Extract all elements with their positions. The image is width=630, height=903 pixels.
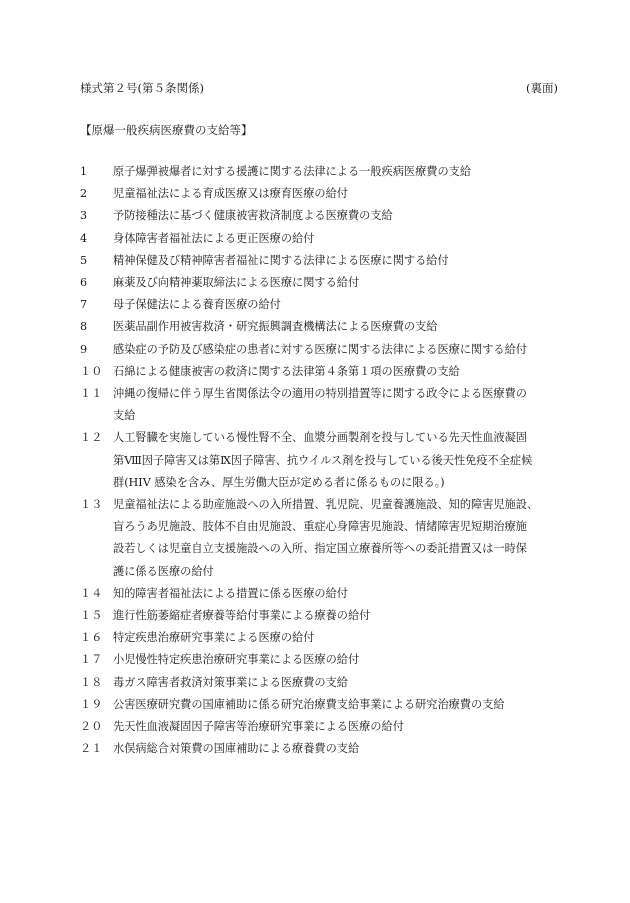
item-number: １６ (80, 631, 103, 645)
item-number: １５ (80, 609, 103, 623)
item-text: 水俣病総合対策費の国庫補助による療養費の支給 (113, 742, 360, 756)
item-text: 身体障害者福祉法による更正医療の給付 (113, 231, 315, 245)
list-item (80, 649, 570, 671)
list-item (80, 494, 570, 583)
item-number: ２０ (80, 720, 103, 734)
benefit-list (80, 161, 570, 760)
list-item (80, 738, 570, 760)
list-item (80, 427, 570, 494)
list-item (80, 205, 570, 227)
list-item (80, 605, 570, 627)
list-item (80, 694, 570, 716)
page-side-label: (裏面) (526, 81, 558, 95)
item-text: 母子保健法による養育医療の給付 (113, 298, 281, 312)
item-number: 2 (80, 187, 88, 201)
list-item (80, 250, 570, 272)
form-number: 様式第２号(第５条関係) (80, 81, 204, 95)
item-number: 8 (80, 320, 88, 334)
item-text: 公害医療研究費の国庫補助に係る研究治療費支給事業による研究治療費の支給 (113, 697, 505, 711)
item-number: １９ (80, 697, 103, 711)
section-title: 【原爆一般疾病医療費の支給等】 (80, 123, 253, 137)
item-text: 児童福祉法による育成医療又は療育医療の給付 (113, 187, 348, 201)
list-item (80, 183, 570, 205)
list-item (80, 316, 570, 338)
list-item (80, 627, 570, 649)
list-item (80, 361, 570, 383)
item-number: 1 (80, 165, 88, 178)
list-item (80, 583, 570, 605)
item-number: １７ (80, 653, 103, 667)
item-number: １８ (80, 675, 103, 689)
item-text: 進行性筋萎縮症者療養等給付事業による療養の給付 (113, 609, 371, 623)
item-number: １４ (80, 586, 103, 600)
item-number: １１ (80, 387, 103, 401)
list-item (80, 716, 570, 738)
item-text: 感染症の予防及び感染症の患者に対する医療に関する法律による医療に関する給付 (113, 342, 527, 356)
item-text: 特定疾患治療研究事業による医療の給付 (113, 631, 315, 645)
item-number: １０ (80, 364, 103, 378)
item-number: ２１ (80, 742, 103, 756)
list-item (80, 383, 570, 427)
item-text: 沖縄の復帰に伴う厚生省関係法令の適用の特別措置等に関する政令による医療費の 支給 (113, 387, 527, 423)
item-number: 4 (80, 231, 88, 245)
item-number: １２ (80, 431, 103, 445)
item-text: 知的障害者福祉法による措置に係る医療の給付 (113, 586, 348, 600)
list-item (80, 294, 570, 316)
item-text: 毒ガス障害者救済対策事業による医療費の支給 (113, 675, 348, 689)
item-text: 先天性血液凝固因子障害等治療研究事業による医療の給付 (113, 720, 404, 734)
list-item (80, 339, 570, 361)
item-text: 精神保健及び精神障害者福祉に関する法律による医療に関する給付 (113, 253, 449, 267)
form-header (80, 80, 558, 96)
item-text: 医薬品副作用被害救済・研究振興調査機構法による医療費の支給 (113, 320, 438, 334)
item-text: 人工腎臓を実施している慢性腎不全、血漿分画製剤を投与している先天性血液凝固 第Ⅷ因子障害又は第Ⅸ因子障害、抗ウイルス剤を投与している後天性免疫不全症候 群(HIV 感染を含み、厚生労働大臣が定める者に係るものに限る。) (113, 431, 533, 489)
list-item (80, 672, 570, 694)
item-number: 3 (80, 209, 88, 223)
list-item (80, 228, 570, 250)
item-number: 9 (80, 342, 88, 356)
item-text: 石綿による健康被害の救済に関する法律第４条第１項の医療費の支給 (113, 364, 460, 378)
item-text: 原子爆弾被爆者に対する援護に関する法律による一般疾病医療費の支給 (113, 165, 472, 178)
item-text: 児童福祉法による助産施設への入所措置、乳児院、児童養護施設、知的障害児施設、 盲ろうあ児施設、肢体不自由児施設、重症心身障害児施設、情緒障害児短期治療施 設若しくは児童自立支援施設への入所、指定国立療養所等への委託措置又は一時保 護に係る医療の給付 (113, 498, 539, 578)
item-text: 小児慢性特定疾患治療研究事業による医療の給付 (113, 653, 360, 667)
item-number: 6 (80, 276, 88, 290)
item-text: 麻薬及び向精神薬取締法による医療に関する給付 (113, 276, 360, 290)
item-text: 予防接種法に基づく健康被害救済制度よる医療費の支給 (113, 209, 393, 223)
list-item (80, 272, 570, 294)
item-number: １３ (80, 498, 103, 512)
item-number: 5 (80, 253, 88, 267)
item-number: 7 (80, 298, 88, 312)
list-item (80, 161, 570, 183)
